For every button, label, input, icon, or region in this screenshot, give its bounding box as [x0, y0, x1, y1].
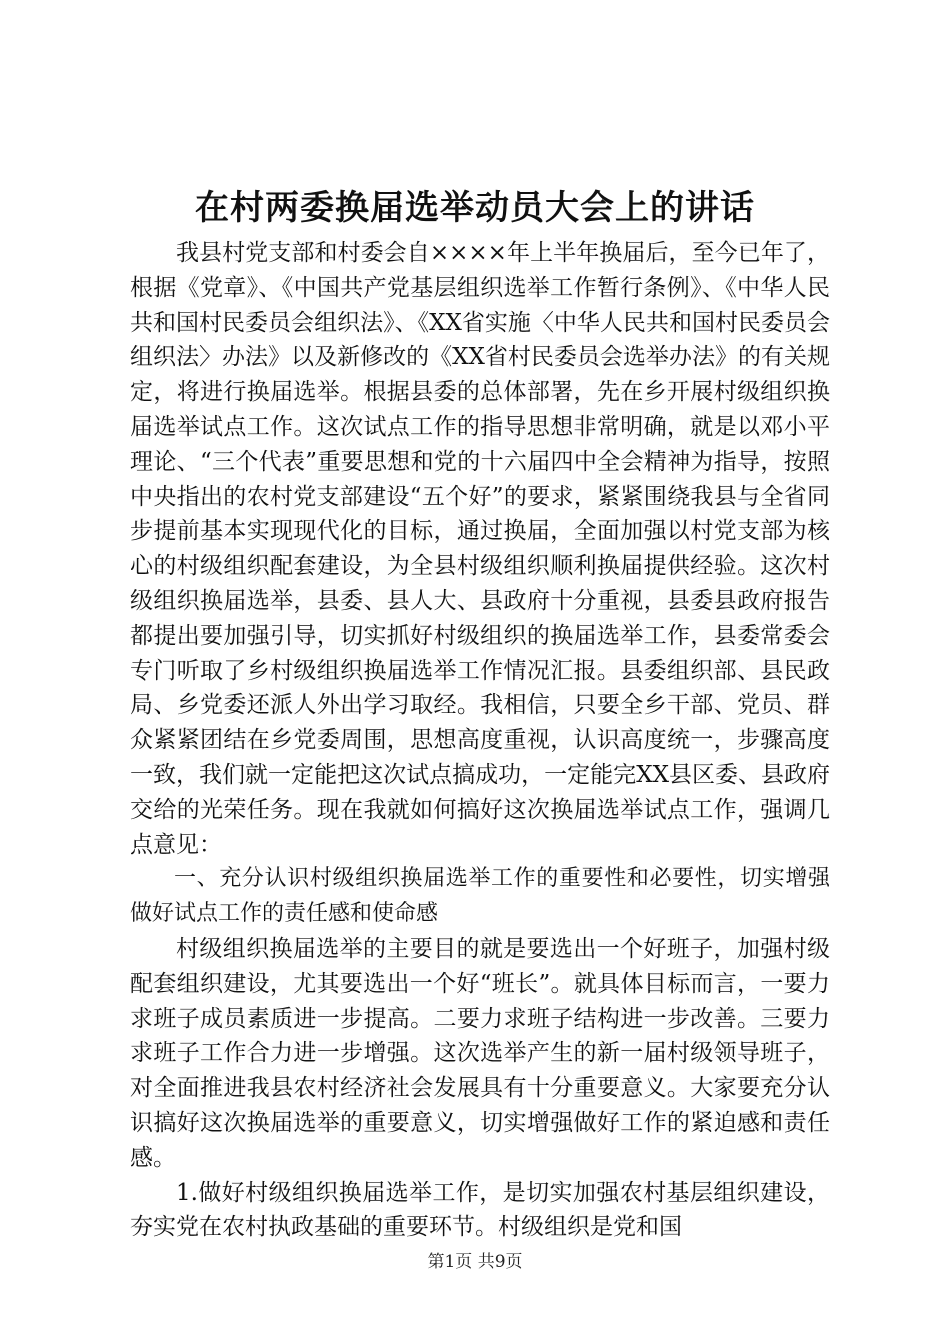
page-title: 在村两委换届选举动员大会上的讲话: [195, 188, 755, 228]
page-number: 第1页 共9页: [427, 1252, 523, 1272]
section-heading-1: 一、充分认识村级组织换届选举工作的重要性和必要性，切实增强做好试点工作的责任感和使命感: [130, 866, 830, 927]
paragraph-point-1: 1.做好村级组织换届选举工作，是切实加强农村基层组织建设，夯实党在农村执政基础的重要环节。村级组织是党和国: [130, 1179, 830, 1241]
paragraph-intro: 我县村党支部和村委会自××××年上半年换届后，至今已年了，根据《党章》、《中国共产党基层组织选举工作暂行条例》、《中华人民共和国村民委员会组织法》、《XX省实施〈中华人民共和国村民委员会组织法〉办法》以及新修改的《XX省村民委员会选举办法》的有关规定，将进行换届选举。根据县委的总体部署，先在乡开展村级组织换届选举试点工作。这次试点工作的指导思想非常明确，就是以邓小平理论、“三个代表”重要思想和党的十六届四中全会精神为指导，按照中央指出的农村党支部建设“五个好”的要求，紧紧围绕我县与全省同步提前基本实现现代化的目标，通过换届，全面加强以村党支部为核心的村级组织配套建设，为全县村级组织顺利换届提供经验。这次村级组织换届选举，县委、县人大、县政府十分重视，县委县政府报告都提出要加强引导，切实抓好村级组织的换届选举工作，县委常委会专门听取了乡村级组织换届选举工作情况汇报。县委组织部、县民政局、乡党委还派人外出学习取经。我相信，只要全乡干部、党员、群众紧紧团结在乡党委周围，思想高度重视，认识高度统一，步骤高度一致，我们就一定能把这次试点搞成功，一定能完XX县区委、县政府交给的光荣任务。现在我就如何搞好这次换届选举试点工作，强调几点意见：: [130, 240, 830, 858]
paragraph-goals: 村级组织换届选举的主要目的就是要选出一个好班子，加强村级配套组织建设，尤其要选出一个好“班长”。就具体目标而言，一要力求班子成员素质进一步提高。二要力求班子结构进一步改善。三要力求班子工作合力进一步增强。这次选举产生的新一届村级领导班子，对全面推进我县农村经济社会发展具有十分重要意义。大家要充分认识搞好这次换届选举的重要意义，切实增强做好工作的紧迫感和责任感。: [130, 935, 830, 1171]
document-body: [130, 236, 830, 1245]
